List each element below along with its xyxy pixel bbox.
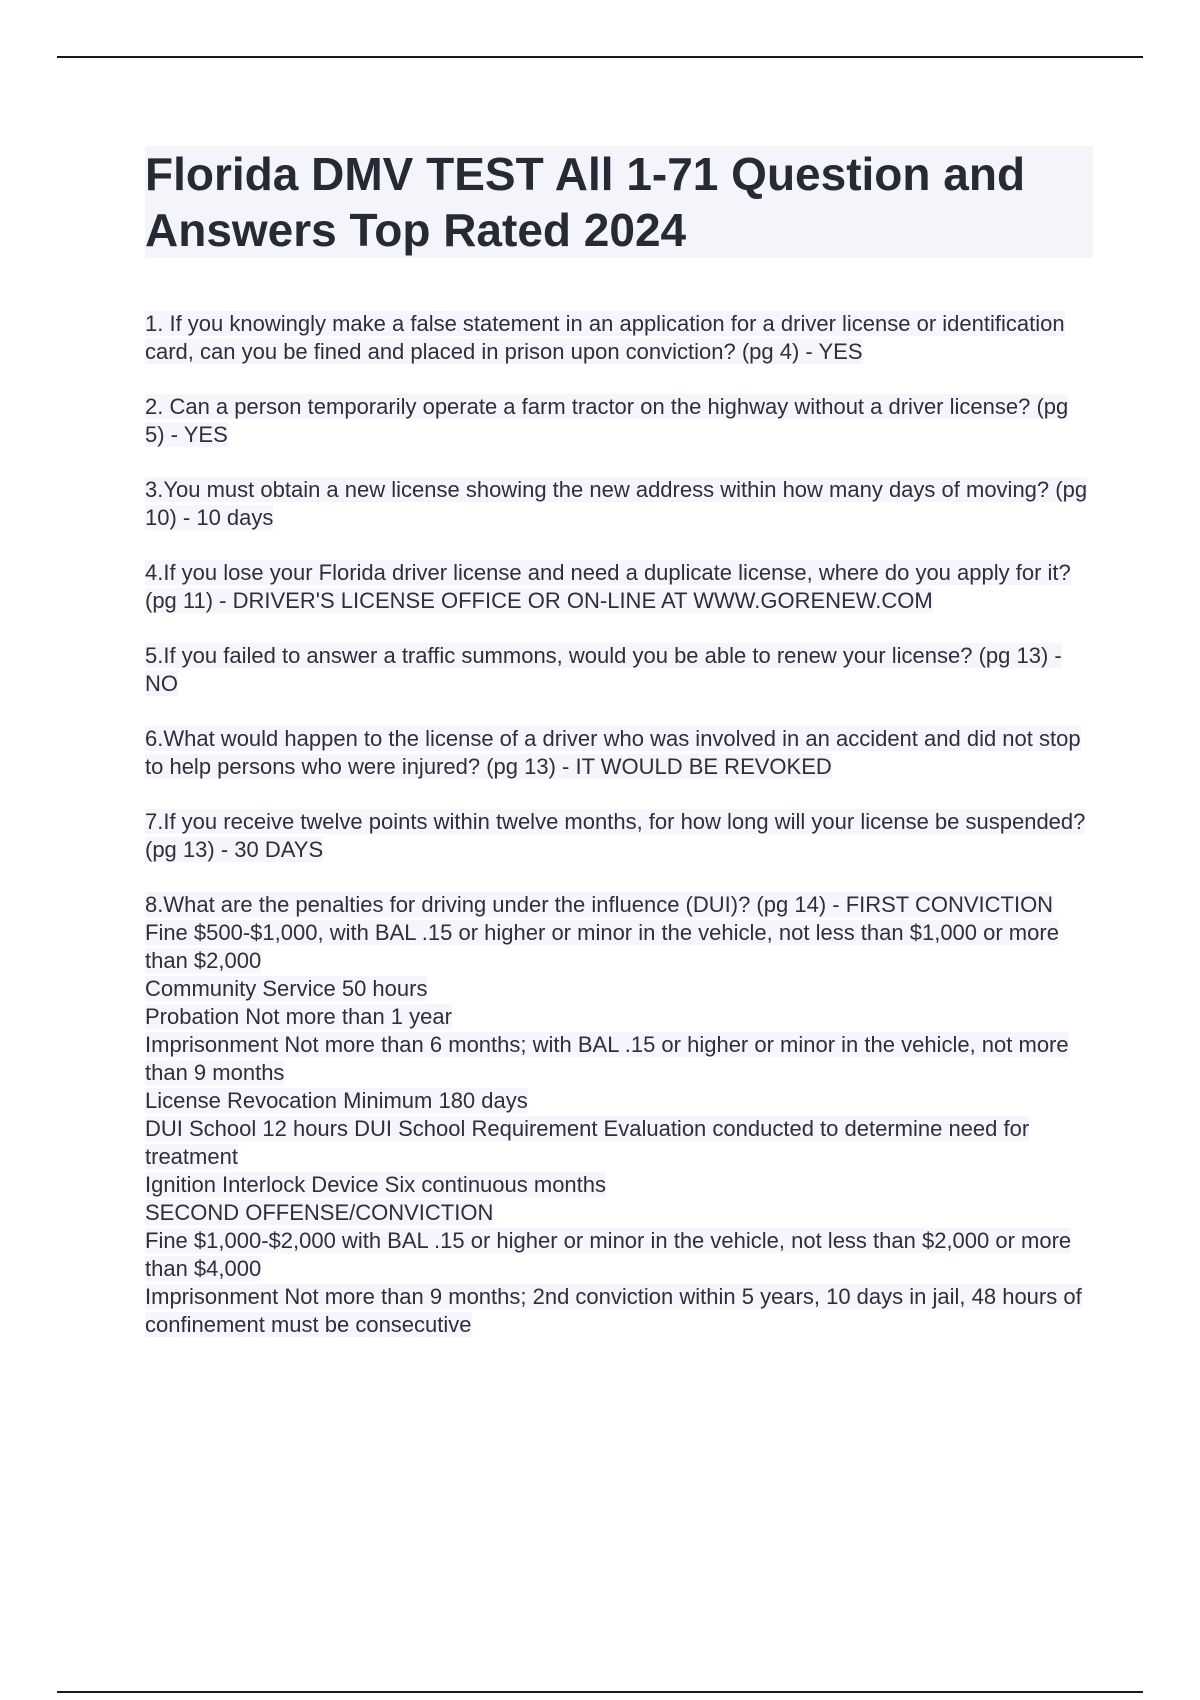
qa-item-7 — [145, 808, 1093, 864]
qa-8-line-text: Imprisonment Not more than 9 months; 2nd conviction within 5 years, 10 days in jail, 48 hours of confinement must be consecutive — [145, 1284, 1082, 1337]
qa-8-line-text: License Revocation Minimum 180 days — [145, 1088, 528, 1113]
qa-item-2 — [145, 393, 1093, 449]
qa-8-line — [145, 1199, 1093, 1227]
page-bottom-rule — [57, 1691, 1143, 1693]
qa-8-line — [145, 1171, 1093, 1199]
qa-item-3 — [145, 476, 1093, 532]
qa-8-line-text: 8.What are the penalties for driving under the influence (DUI)? (pg 14) - FIRST CONVICTION — [145, 892, 1054, 917]
qa-8-line-text: Community Service 50 hours — [145, 976, 428, 1001]
qa-text: 4.If you lose your Florida driver license and need a duplicate license, where do you apply for it? (pg 11) - DRIVER'S LICENSE OFFICE OR ON-LINE AT WWW.GORENEW.COM — [145, 560, 1071, 613]
qa-8-line-text: Ignition Interlock Device Six continuous months — [145, 1172, 607, 1197]
qa-item-6 — [145, 725, 1093, 781]
qa-item-5 — [145, 642, 1093, 698]
qa-8-line — [145, 891, 1093, 919]
qa-8-line — [145, 919, 1093, 975]
document-body — [145, 146, 1093, 1366]
qa-8-line — [145, 1283, 1093, 1339]
qa-8-line-text: Probation Not more than 1 year — [145, 1004, 452, 1029]
qa-8-line — [145, 975, 1093, 1003]
qa-8-line-text: Imprisonment Not more than 6 months; with BAL .15 or higher or minor in the vehicle, not more than 9 months — [145, 1032, 1069, 1085]
qa-list — [145, 310, 1093, 1339]
qa-item-8 — [145, 891, 1093, 1339]
document-title: Florida DMV TEST All 1-71 Question and Answers Top Rated 2024 — [145, 146, 1093, 258]
qa-text: 2. Can a person temporarily operate a farm tractor on the highway without a driver license? (pg 5) - YES — [145, 394, 1069, 447]
qa-text: 6.What would happen to the license of a driver who was involved in an accident and did not stop to help persons who were injured? (pg 13) - IT WOULD BE REVOKED — [145, 726, 1081, 779]
page-top-rule — [57, 56, 1143, 58]
qa-text: 3.You must obtain a new license showing the new address within how many days of moving? (pg 10) - 10 days — [145, 477, 1088, 530]
qa-8-line-text: Fine $1,000-$2,000 with BAL .15 or higher or minor in the vehicle, not less than $2,000 or more than $4,000 — [145, 1228, 1072, 1281]
qa-item-4 — [145, 559, 1093, 615]
qa-8-line — [145, 1031, 1093, 1087]
qa-text: 7.If you receive twelve points within twelve months, for how long will your license be suspended? (pg 13) - 30 DAYS — [145, 809, 1086, 862]
qa-8-line-text: SECOND OFFENSE/CONVICTION — [145, 1200, 494, 1225]
qa-item-1 — [145, 310, 1093, 366]
qa-text: 5.If you failed to answer a traffic summons, would you be able to renew your license? (pg 13) - NO — [145, 643, 1062, 696]
qa-8-line-text: Fine $500-$1,000, with BAL .15 or higher or minor in the vehicle, not less than $1,000 or more than $2,000 — [145, 920, 1059, 973]
qa-text: 1. If you knowingly make a false statement in an application for a driver license or identification card, can you be fined and placed in prison upon conviction? (pg 4) - YES — [145, 311, 1065, 364]
qa-8-line — [145, 1227, 1093, 1283]
qa-8-line — [145, 1115, 1093, 1171]
qa-8-line-text: DUI School 12 hours DUI School Requirement Evaluation conducted to determine need for treatment — [145, 1116, 1030, 1169]
qa-8-line — [145, 1087, 1093, 1115]
qa-8-line — [145, 1003, 1093, 1031]
